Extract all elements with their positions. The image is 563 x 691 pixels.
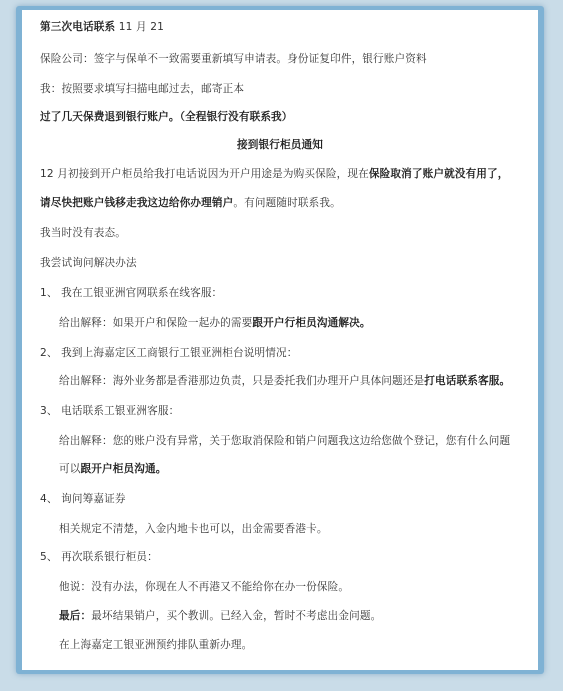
document-sheet [22,10,538,670]
notice-text: 12 月初接到开户柜员给我打电话说因为开户用途是为购买保险，现在 [40,168,369,180]
list-item-4: 4、 询问筹嘉证券 [40,493,126,505]
list-item-5-answer-2 [59,609,532,623]
list-item-3: 3、 电话联系工银亚洲客服： [40,405,180,417]
list-item-1: 1、 我在工银亚洲官网联系在线客服： [40,287,223,299]
answer-text-bold: 跟开户行柜员沟通解决。 [252,317,371,329]
paragraph-insurer: 保险公司：签字与保单不一致需要重新填写申请表。身份证复印件，银行账户资料 [40,53,427,65]
list-item-5-answer-1: 他说：没有办法，你现在人不再港又不能给你在办一份保险。 [59,581,350,593]
list-item-5-answer-3: 在上海嘉定工银亚洲预约排队重新办理。 [59,639,253,651]
notice-text-bold: 保险取消了账户就没有用了， [368,168,509,180]
list-item-1-answer [59,316,532,330]
paragraph-refund: 过了几天保费退到银行账户。（全程银行没有联系我） [40,111,293,123]
section-heading [40,20,532,34]
paragraph-notice-1 [40,167,532,181]
heading-title: 第三次电话联系 [40,21,116,33]
paragraph-try-solve: 我尝试询问解决办法 [40,257,137,269]
notice-text: 。有问题随时联系我。 [233,197,341,209]
list-item-5: 5、 再次联系银行柜员： [40,551,158,563]
heading-date: 11 月 21 [115,21,165,33]
answer-text: 最坏结果销户，买个教训。已经入金，暂时不考虑出金问题。 [91,610,382,622]
list-item-2: 2、 我到上海嘉定区工商银行工银亚洲柜台说明情况： [40,347,298,359]
paragraph-no-response: 我当时没有表态。 [40,227,126,239]
answer-text: 可以 [59,463,81,475]
paragraph-me: 我：按照要求填写扫描电邮过去，邮寄正本 [40,83,245,95]
answer-text-bold: 跟开户柜员沟通。 [80,463,167,475]
answer-text-bold: 打电话联系客服。 [424,375,511,387]
answer-label-bold: 最后： [59,610,92,622]
notice-text-bold: 请尽快把账户钱移走我这边给你办理销户 [40,197,234,209]
list-item-2-answer [59,374,532,388]
list-item-3-answer: 给出解释：您的账户没有异常，关于您取消保险和销户问题我这边给您做个登记，您有什么问题 [59,435,511,447]
notice-title: 接到银行柜员通知 [237,139,323,151]
list-item-3-answer-cont [59,462,532,476]
paragraph-notice-2 [40,196,532,210]
answer-text: 给出解释：海外业务都是香港那边负责，只是委托我们办理开户具体问题还是 [59,375,425,387]
list-item-4-answer: 相关规定不清楚，入金内地卡也可以，出金需要香港卡。 [59,523,328,535]
answer-text: 给出解释：如果开户和保险一起办的需要 [59,317,253,329]
